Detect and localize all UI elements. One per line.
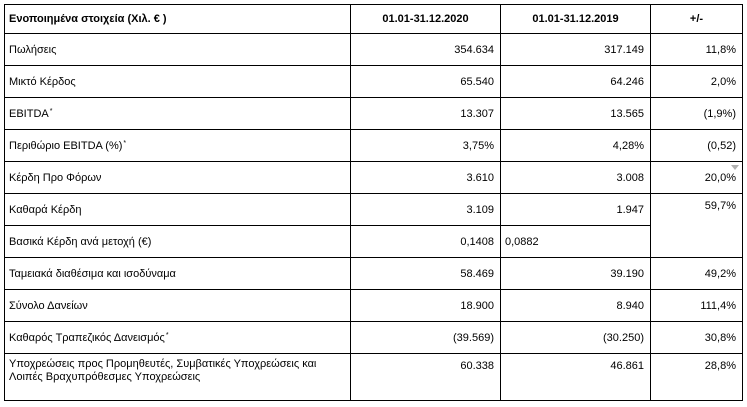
row-label-cell [5,98,351,130]
value-2019: 46.861 [501,354,651,401]
value-2019: 4,28% [501,130,651,162]
row-label: Καθαρός Τραπεζικός Δανεισμός [9,331,165,344]
footnote-star: * [165,331,169,339]
row-label-cell [5,130,351,162]
table-row [5,34,743,66]
table-row [5,322,743,354]
table-row [5,130,743,162]
value-change: 2,0% [651,66,743,98]
value-change-cell [651,162,743,194]
table-row [5,66,743,98]
row-label: Σύνολο Δανείων [5,290,351,322]
row-label: Μικτό Κέρδος [5,66,351,98]
table-row [5,194,743,226]
row-label: EBITDA [9,107,49,120]
value-2020: 18.900 [351,290,501,322]
value-change: 59,7% [651,194,743,258]
value-2019: 64.246 [501,66,651,98]
table-row [5,258,743,290]
row-label: Περιθώριο EBITDA (%) [9,139,123,152]
row-label: Υποχρεώσεις προς Προμηθευτές, Συμβατικές Υποχρεώσεις και Λοιπές Βραχυπρόθεσμες Υποχρεώσεις [5,354,351,401]
row-label: Καθαρά Κέρδη [5,194,351,226]
financial-results-table [4,4,743,401]
value-change: 111,4% [651,290,743,322]
value-change: 49,2% [651,258,743,290]
row-label-cell [5,322,351,354]
value-2020: 3.109 [351,194,501,226]
table-row [5,290,743,322]
value-2020: 58.469 [351,258,501,290]
row-label: Ταμειακά διαθέσιμα και ισοδύναμα [5,258,351,290]
table-row [5,226,743,258]
value-2019: 317.149 [501,34,651,66]
value-2020: 3,75% [351,130,501,162]
table-row [5,98,743,130]
value-2020: 65.540 [351,66,501,98]
table-row [5,354,743,401]
value-2019: 39.190 [501,258,651,290]
value-change: 30,8% [651,322,743,354]
table-header-row [5,5,743,34]
filter-dropdown-arrow-icon[interactable] [731,165,739,170]
value-2019: 1.947 [501,194,651,226]
footnote-star: * [123,139,127,147]
value-2019: 3.008 [501,162,651,194]
value-2019: 8.940 [501,290,651,322]
row-label: Πωλήσεις [5,34,351,66]
row-label: Βασικά Κέρδη ανά μετοχή (€) [5,226,351,258]
header-metric: Ενοποιημένα στοιχεία (Χιλ. € ) [5,5,351,34]
value-2020: (39.569) [351,322,501,354]
value-2019: 13.565 [501,98,651,130]
value-change: (1,9%) [651,98,743,130]
value-2020: 3.610 [351,162,501,194]
value-2019: (30.250) [501,322,651,354]
footnote-star: * [49,107,53,115]
value-change: 20,0% [704,171,736,184]
value-2020: 354.634 [351,34,501,66]
value-change: (0,52) [651,130,743,162]
row-label: Κέρδη Προ Φόρων [5,162,351,194]
header-2020: 01.01-31.12.2020 [351,5,501,34]
value-2019: 0,0882 [501,226,651,258]
table-row [5,162,743,194]
value-change: 11,8% [651,34,743,66]
value-change: 28,8% [651,354,743,401]
header-change: +/- [651,5,743,34]
value-2020: 13.307 [351,98,501,130]
header-2019: 01.01-31.12.2019 [501,5,651,34]
value-2020: 60.338 [351,354,501,401]
value-2020: 0,1408 [351,226,501,258]
